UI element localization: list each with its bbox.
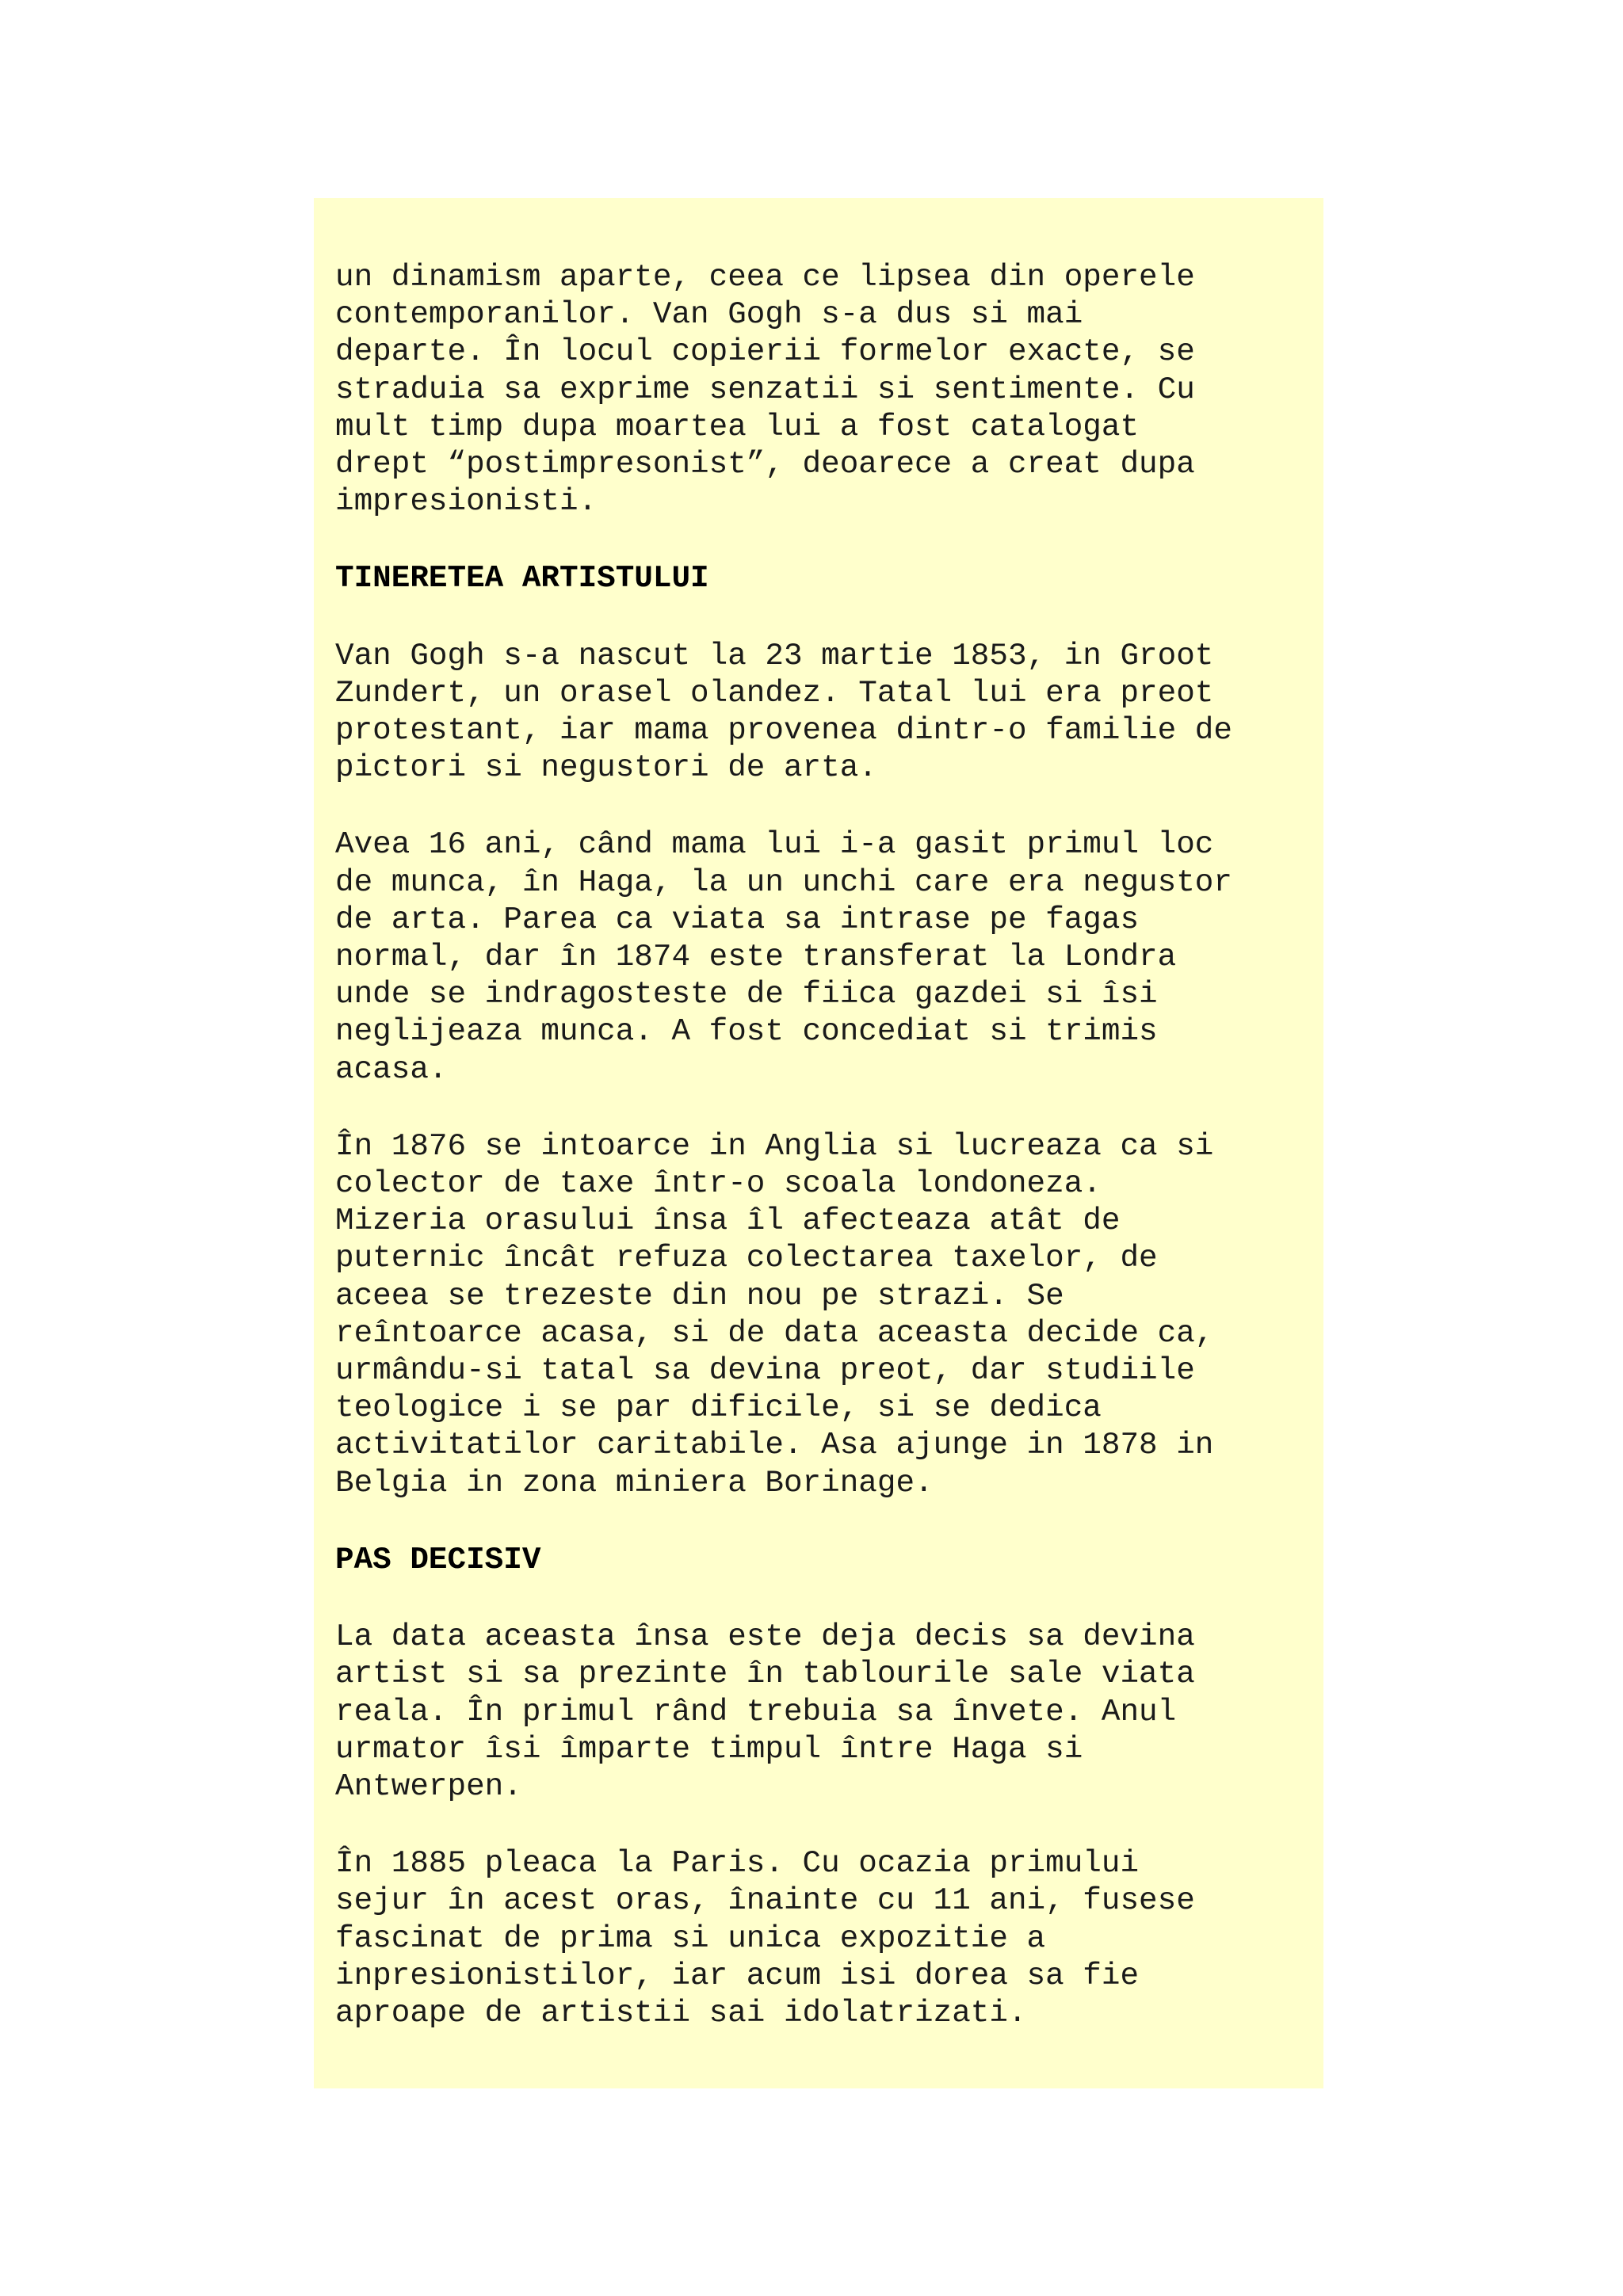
text-line: Antwerpen.	[335, 1768, 522, 1804]
text-line: reîntoarce acasa, si de data aceasta decide ca,	[335, 1314, 1214, 1351]
text-line: Belgia in zona miniera Borinage.	[335, 1464, 934, 1501]
text-line: contemporanilor. Van Gogh s-a dus si mai	[335, 296, 1083, 333]
paragraph-birth	[335, 637, 1323, 787]
text-line: Mizeria orasului însa îl afecteaza atât de	[335, 1203, 1121, 1239]
text-line: La data aceasta însa este deja decis sa devina	[335, 1619, 1195, 1655]
text-line: urmându-si tatal sa devina preot, dar studiile	[335, 1352, 1195, 1389]
section-heading-pas-decisiv: PAS DECISIV	[335, 1541, 541, 1577]
text-line: În 1885 pleaca la Paris. Cu ocazia primului	[335, 1845, 1140, 1882]
text-line: teologice i se par dificile, si se dedica	[335, 1390, 1102, 1426]
text-line: Zundert, un orasel olandez. Tatal lui era preot	[335, 674, 1214, 711]
section-heading-tineretea: TINERETEA ARTISTULUI	[335, 560, 709, 597]
text-line: În 1876 se intoarce in Anglia si lucreaza ca si	[335, 1127, 1214, 1164]
text-line: sejur în acest oras, înainte cu 11 ani, fusese	[335, 1882, 1195, 1919]
text-line: pictori si negustori de arta.	[335, 749, 877, 786]
text-line: aproape de artistii sai idolatrizati.	[335, 1994, 1027, 2031]
text-line: un dinamism aparte, ceea ce lipsea din operele	[335, 259, 1195, 295]
text-line: mult timp dupa moartea lui a fost catalogat	[335, 408, 1140, 444]
text-line: activitatilor caritabile. Asa ajunge in 1878 in	[335, 1427, 1214, 1463]
text-line: unde se indragosteste de fiica gazdei si îsi	[335, 976, 1158, 1013]
text-line: inpresionistilor, iar acum isi dorea sa fie	[335, 1957, 1140, 1993]
paragraph-intro	[335, 258, 1323, 520]
text-line: artist si sa prezinte în tablourile sale viata	[335, 1656, 1195, 1692]
text-line: straduia sa exprime senzatii si sentimente. Cu	[335, 371, 1195, 407]
text-line: aceea se trezeste din nou pe strazi. Se	[335, 1277, 1064, 1314]
paragraph-first-job	[335, 826, 1323, 1087]
text-line: reala. În primul rând trebuia sa învete. Anul	[335, 1693, 1177, 1730]
text-panel	[314, 198, 1323, 2088]
paragraph-decision	[335, 1618, 1323, 1805]
paragraph-paris	[335, 1844, 1323, 2031]
text-line: Avea 16 ani, când mama lui i-a gasit primul loc	[335, 826, 1214, 863]
text-line: fascinat de prima si unica expozitie a	[335, 1920, 1046, 1956]
text-line: acasa.	[335, 1051, 448, 1087]
text-line: urmator îsi împarte timpul între Haga si	[335, 1730, 1083, 1767]
text-line: drept “postimpresonist”, deoarece a creat dupa	[335, 446, 1195, 482]
text-line: de munca, în Haga, la un unchi care era negustor	[335, 864, 1232, 900]
text-line: neglijeaza munca. A fost concediat si trimis	[335, 1013, 1158, 1050]
text-line: normal, dar în 1874 este transferat la Londra	[335, 939, 1177, 975]
text-line: impresionisti.	[335, 483, 598, 520]
text-line: protestant, iar mama provenea dintr-o familie de	[335, 712, 1232, 749]
text-line: puternic încât refuza colectarea taxelor, de	[335, 1240, 1158, 1276]
text-line: departe. În locul copierii formelor exacte, se	[335, 334, 1195, 370]
text-line: de arta. Parea ca viata sa intrase pe fagas	[335, 901, 1140, 937]
text-line: Van Gogh s-a nascut la 23 martie 1853, in Groot	[335, 637, 1214, 673]
paragraph-england	[335, 1127, 1323, 1501]
text-line: colector de taxe într-o scoala londoneza.	[335, 1165, 1102, 1202]
